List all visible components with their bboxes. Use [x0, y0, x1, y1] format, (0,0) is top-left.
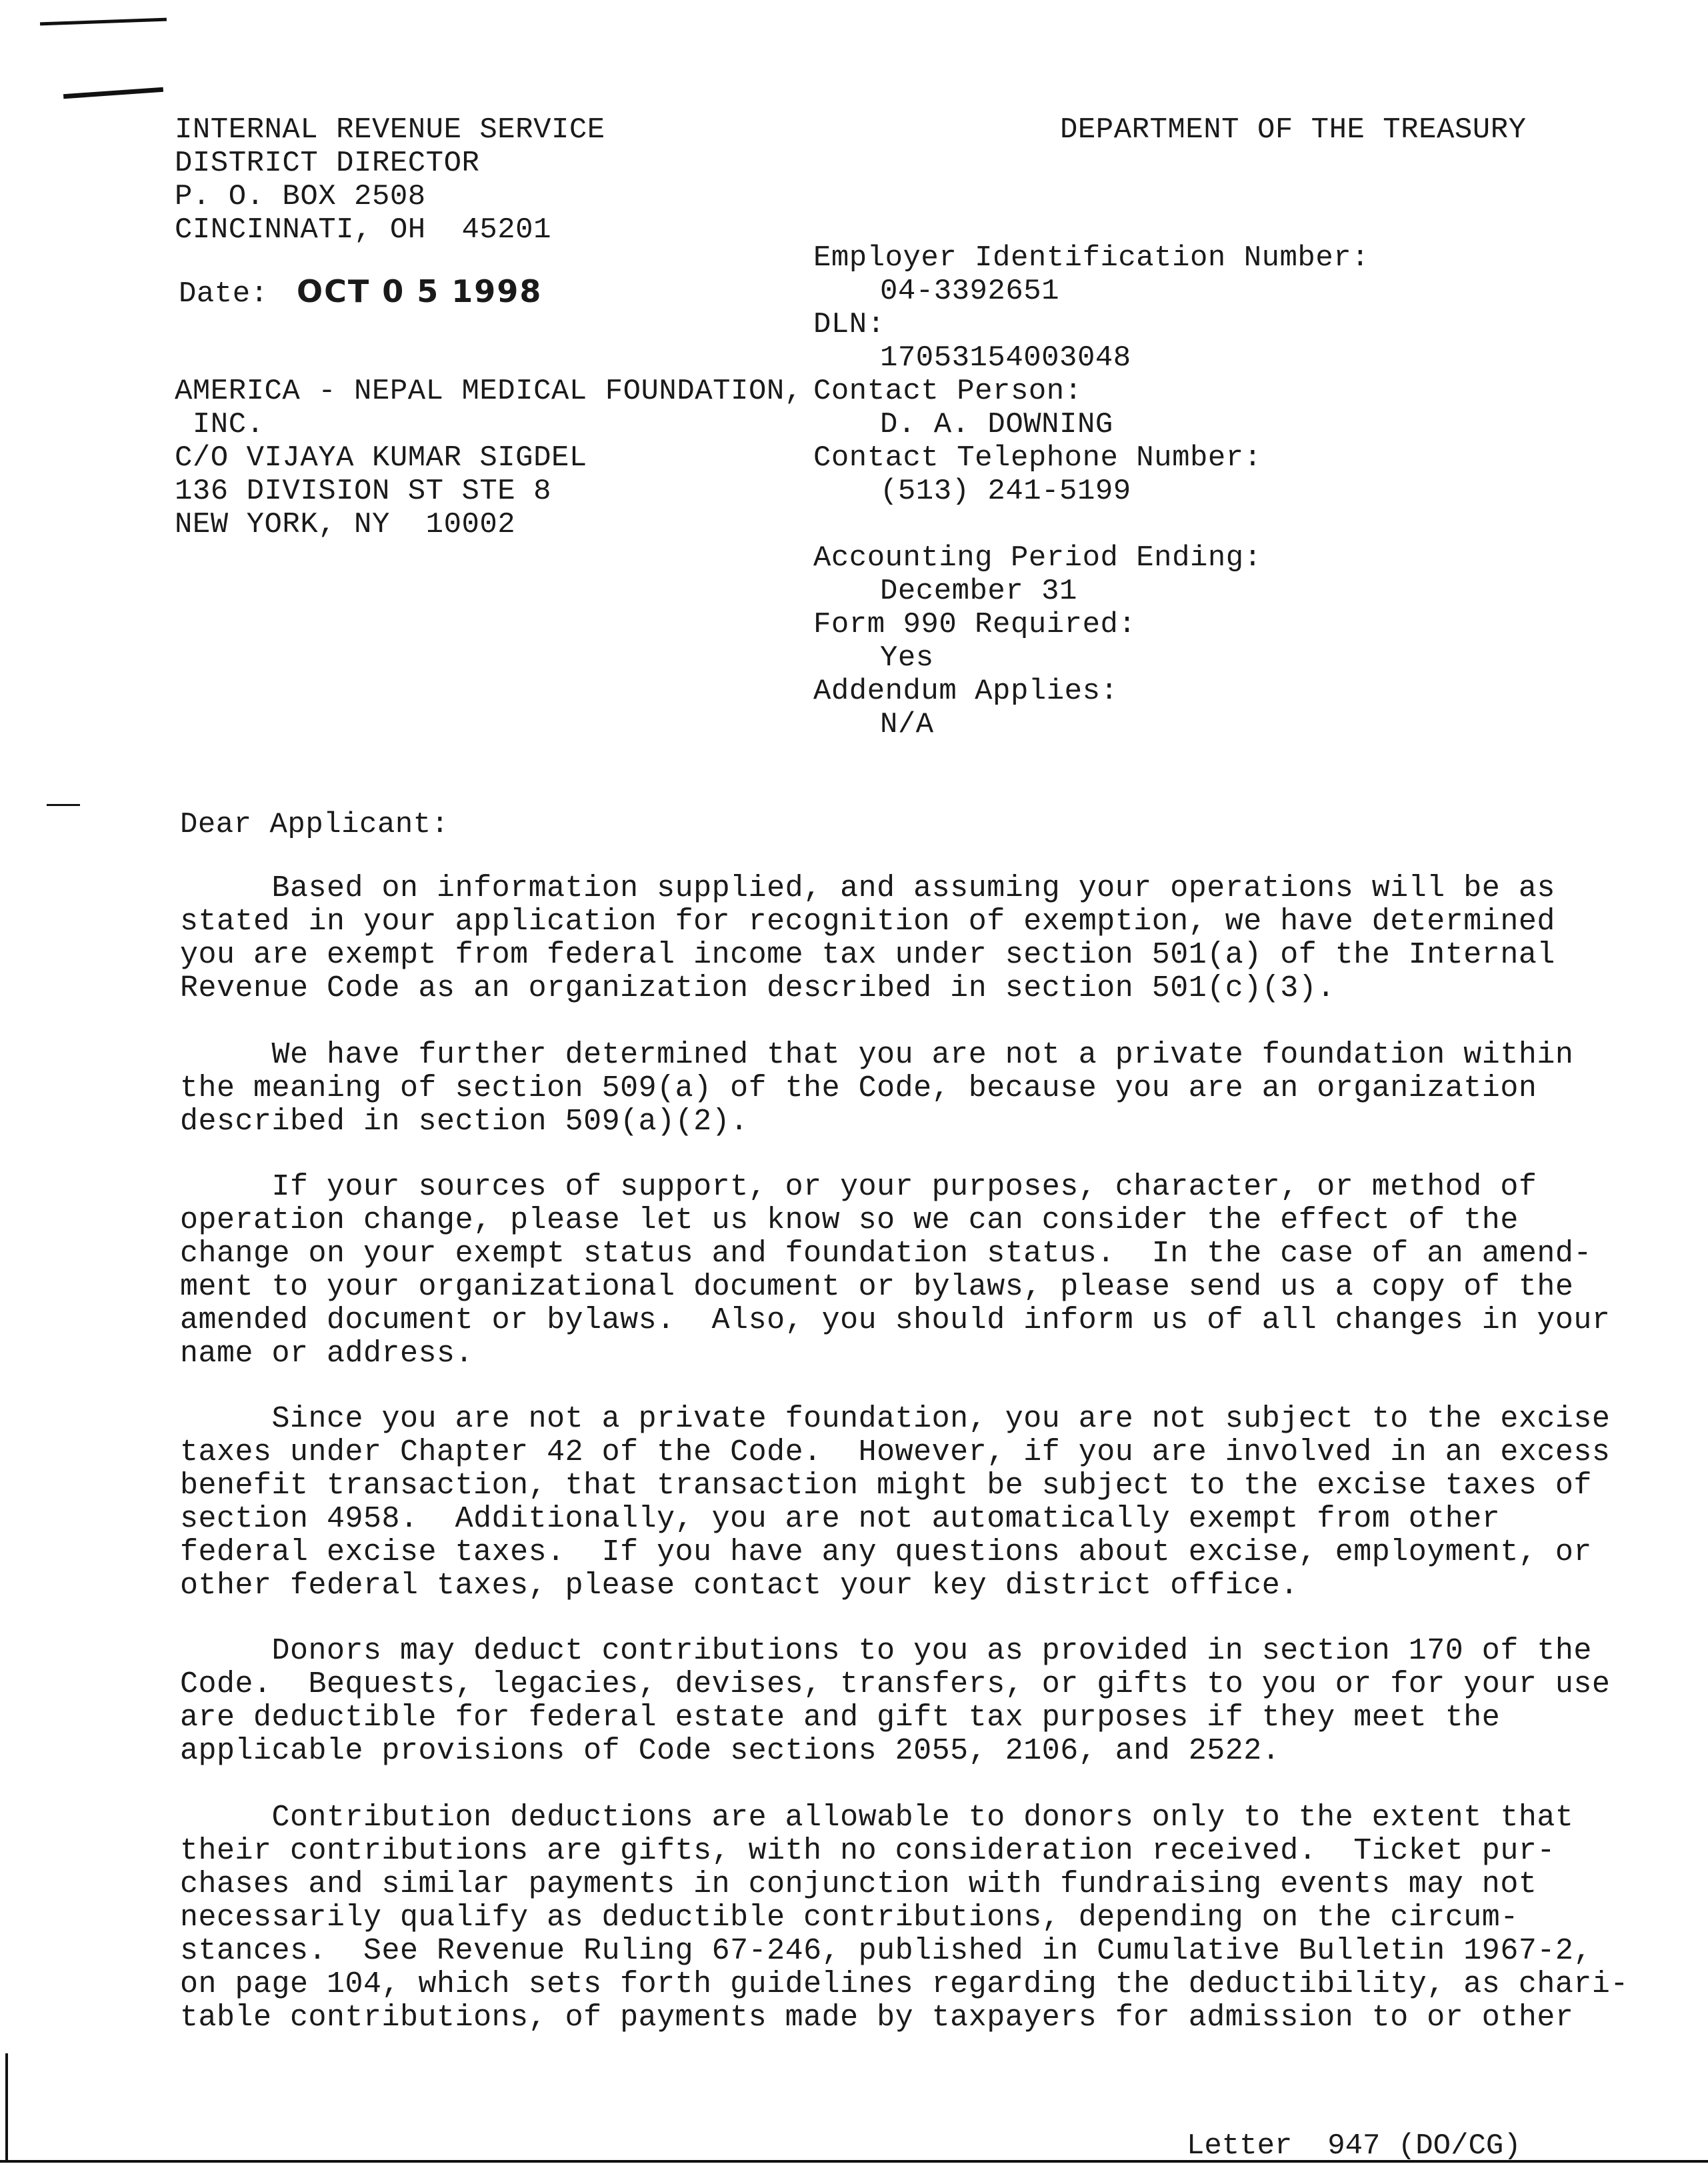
sender-line-2: DISTRICT DIRECTOR: [175, 147, 480, 180]
paragraph-line: Based on information supplied, and assuming your operations will be as: [180, 871, 1555, 905]
period-label: Accounting Period Ending:: [813, 541, 1262, 575]
sender-line-4: CINCINNATI, OH 45201: [175, 213, 551, 247]
paragraph-line: Since you are not a private foundation, you are not subject to the excise: [180, 1402, 1611, 1436]
paragraph-4: [180, 1402, 1611, 1603]
form-label: Form 990 Required:: [813, 608, 1137, 641]
paragraph-5: [180, 1634, 1611, 1768]
paragraph-line: Code. Bequests, legacies, devises, transfers, or gifts to you or for your use: [180, 1667, 1611, 1701]
recipient-line-1: AMERICA - NEPAL MEDICAL FOUNDATION,: [175, 375, 803, 408]
paragraph-line: section 4958. Additionally, you are not automatically exempt from other: [180, 1502, 1501, 1536]
sender-line-3: P. O. BOX 2508: [175, 180, 426, 213]
sender-line-1: INTERNAL REVENUE SERVICE: [175, 113, 605, 147]
paragraph-line: applicable provisions of Code sections 2055, 2106, and 2522.: [180, 1734, 1281, 1768]
paragraph-line: chases and similar payments in conjunction with fundraising events may not: [180, 1867, 1537, 1901]
paragraph-line: name or address.: [180, 1337, 474, 1371]
salutation: Dear Applicant:: [180, 808, 449, 841]
ein-value: 04-3392651: [880, 275, 1060, 308]
date-stamp: OCT 0 5 1998: [297, 273, 543, 309]
paragraph-line: change on your exempt status and foundation status. In the case of an amend-: [180, 1237, 1592, 1271]
paragraph-line: operation change, please let us know so we can consider the effect of the: [180, 1203, 1519, 1237]
paragraph-line: other federal taxes, please contact your key district office.: [180, 1569, 1299, 1603]
recipient-line-3: C/O VIJAYA KUMAR SIGDEL: [175, 441, 587, 475]
paragraph-2: [180, 1038, 1574, 1139]
paragraph-line: We have further determined that you are not a private foundation within: [180, 1038, 1574, 1072]
paragraph-line: are deductible for federal estate and gift tax purposes if they meet the: [180, 1701, 1501, 1735]
paragraph-line: Contribution deductions are allowable to donors only to the extent that: [180, 1801, 1574, 1835]
paragraph-line: necessarily qualify as deductible contributions, depending on the circum-: [180, 1901, 1519, 1935]
ein-label: Employer Identification Number:: [813, 241, 1370, 275]
phone-value: (513) 241-5199: [880, 475, 1131, 508]
paragraph-line: on page 104, which sets forth guidelines regarding the deductibility, as chari-: [180, 1967, 1629, 2001]
recipient-line-2: INC.: [175, 408, 265, 441]
period-value: December 31: [880, 575, 1077, 608]
dln-value: 17053154003048: [880, 341, 1131, 375]
form-value: Yes: [880, 641, 934, 675]
paragraph-line: taxes under Chapter 42 of the Code. However, if you are involved in an excess: [180, 1435, 1611, 1469]
paragraph-line: Donors may deduct contributions to you as provided in section 170 of the: [180, 1634, 1592, 1668]
scan-mark-left: [47, 804, 80, 806]
paragraph-3: [180, 1170, 1611, 1371]
paragraph-line: ment to your organizational document or bylaws, please send us a copy of the: [180, 1270, 1574, 1304]
department-heading: DEPARTMENT OF THE TREASURY: [1060, 113, 1527, 147]
paragraph-line: stances. See Revenue Ruling 67-246, published in Cumulative Bulletin 1967-2,: [180, 1934, 1592, 1968]
paragraph-line: stated in your application for recognition of exemption, we have determined: [180, 905, 1555, 939]
paragraph-6: [180, 1801, 1629, 2035]
addendum-label: Addendum Applies:: [813, 675, 1119, 708]
paragraph-line: amended document or bylaws. Also, you should inform us of all changes in your: [180, 1303, 1611, 1337]
dln-label: DLN:: [813, 308, 885, 341]
paragraph-line: benefit transaction, that transaction might be subject to the excise taxes of: [180, 1469, 1592, 1503]
date-label: Date:: [179, 277, 269, 311]
recipient-block: [175, 375, 803, 541]
contact-label: Contact Person:: [813, 375, 1083, 408]
paragraph-line: described in section 509(a)(2).: [180, 1105, 749, 1139]
paragraph-1: [180, 871, 1555, 1005]
recipient-line-5: NEW YORK, NY 10002: [175, 508, 516, 541]
paragraph-line: Revenue Code as an organization described in section 501(c)(3).: [180, 971, 1335, 1005]
phone-label: Contact Telephone Number:: [813, 441, 1262, 475]
letter-footer: Letter 947 (DO/CG): [1187, 2129, 1521, 2163]
paragraph-line: table contributions, of payments made by taxpayers for admission to or other: [180, 2001, 1574, 2035]
scan-mark-top-1: [40, 18, 167, 26]
paragraph-line: their contributions are gifts, with no consideration received. Ticket pur-: [180, 1834, 1555, 1868]
paragraph-line: you are exempt from federal income tax under section 501(a) of the Internal: [180, 938, 1555, 972]
scan-mark-bottom-left: [5, 2053, 8, 2160]
paragraph-line: If your sources of support, or your purposes, character, or method of: [180, 1170, 1537, 1204]
contact-value: D. A. DOWNING: [880, 408, 1113, 441]
addendum-value: N/A: [880, 708, 934, 741]
scan-mark-top-2: [63, 87, 163, 99]
info-block: [813, 241, 1369, 508]
recipient-line-4: 136 DIVISION ST STE 8: [175, 475, 551, 508]
sender-block: [175, 113, 605, 247]
paragraph-line: the meaning of section 509(a) of the Code, because you are an organization: [180, 1071, 1537, 1105]
paragraph-line: federal excise taxes. If you have any questions about excise, employment, or: [180, 1535, 1592, 1569]
period-block: [813, 541, 1262, 741]
